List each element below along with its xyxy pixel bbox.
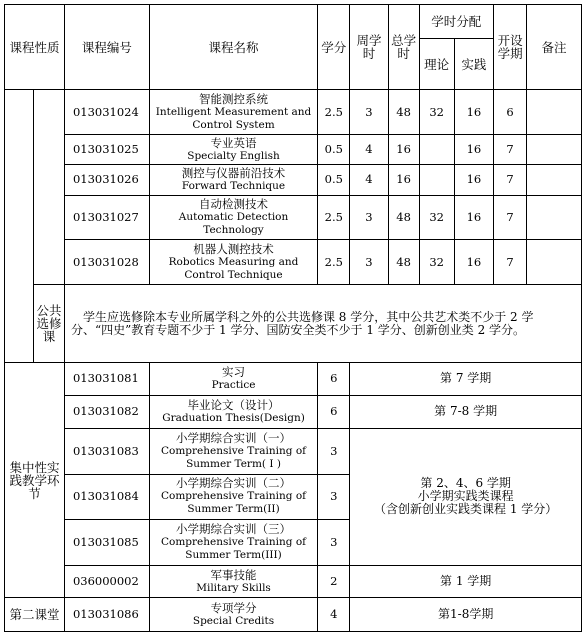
course-code: 013031085 <box>64 520 149 566</box>
curriculum-table <box>4 4 582 632</box>
course-name <box>149 429 318 475</box>
course-credit: 2.5 <box>318 240 350 285</box>
header-theory: 理论 <box>419 39 454 90</box>
course-code: 036000002 <box>64 565 149 597</box>
header-name: 课程名称 <box>149 5 318 90</box>
header-remarks: 备注 <box>527 5 582 90</box>
course-theory: 32 <box>419 195 454 240</box>
course-code: 013031082 <box>64 395 149 428</box>
course-name-zh: 实习 <box>222 364 246 379</box>
header-total-hours: 总学时 <box>388 5 419 90</box>
course-weekly: 3 <box>350 195 388 240</box>
course-name-zh: 机器人测控技术 <box>193 241 274 256</box>
course-code: 013031026 <box>64 165 149 195</box>
course-credit: 3 <box>318 474 350 520</box>
course-remarks <box>527 134 582 164</box>
table-row <box>5 565 582 597</box>
course-total: 16 <box>388 165 419 195</box>
course-credit: 4 <box>318 598 350 632</box>
table-row <box>5 395 582 428</box>
header-row <box>5 5 582 39</box>
course-code: 013031084 <box>64 474 149 520</box>
header-practice: 实践 <box>454 39 493 90</box>
course-theory: 32 <box>419 90 454 135</box>
course-name-en: Specialty English <box>187 149 280 162</box>
course-credit: 2.5 <box>318 90 350 135</box>
course-name-en: Comprehensive Training of Summer Term(III) <box>161 536 307 562</box>
course-credit: 6 <box>318 395 350 428</box>
course-name <box>149 565 318 597</box>
course-theory <box>419 165 454 195</box>
course-name-zh: 自动检测技术 <box>199 197 269 211</box>
course-name-en: Forward Technique <box>181 179 286 192</box>
course-credit: 6 <box>318 363 350 395</box>
course-name <box>149 395 318 428</box>
course-weekly: 4 <box>350 165 388 195</box>
course-name <box>149 598 318 632</box>
header-semester: 开设学期 <box>494 5 527 90</box>
course-name-en: Automatic Detection Technology <box>178 211 289 236</box>
course-name <box>149 90 318 135</box>
summer-period-line: 小学期实践类课程 <box>417 489 514 504</box>
course-weekly: 3 <box>350 90 388 135</box>
course-name <box>149 134 318 164</box>
period-cell: 第 7 学期 <box>350 363 582 395</box>
course-semester: 6 <box>494 90 527 135</box>
course-practice: 16 <box>454 90 493 135</box>
course-name <box>149 195 318 240</box>
course-name-en: Practice <box>211 378 256 391</box>
course-name-en: Comprehensive Training of Summer Term( I ) <box>161 444 307 470</box>
table-row <box>5 363 582 395</box>
course-weekly: 4 <box>350 134 388 164</box>
course-remarks <box>527 195 582 240</box>
header-weekly-hours: 周学时 <box>350 5 388 90</box>
course-remarks <box>527 165 582 195</box>
table-row <box>5 240 582 285</box>
course-theory: 32 <box>419 240 454 285</box>
course-code: 013031081 <box>64 363 149 395</box>
course-total: 48 <box>388 195 419 240</box>
course-name-zh: 测控与仪器前沿技术 <box>181 165 286 180</box>
course-remarks <box>527 240 582 285</box>
table-row <box>5 598 582 632</box>
period-cell: 第 1 学期 <box>350 565 582 597</box>
table-row <box>5 90 582 135</box>
course-name-en: Military Skills <box>196 581 271 594</box>
period-cell: 第1-8学期 <box>350 598 582 632</box>
course-theory <box>419 134 454 164</box>
course-credit: 0.5 <box>318 165 350 195</box>
course-code: 013031024 <box>64 90 149 135</box>
course-total: 48 <box>388 90 419 135</box>
course-code: 013031025 <box>64 134 149 164</box>
course-name <box>149 520 318 566</box>
course-weekly: 3 <box>350 240 388 285</box>
course-code: 013031027 <box>64 195 149 240</box>
course-practice: 16 <box>454 240 493 285</box>
practice-section-label: 集中性实践教学环节 <box>5 363 65 598</box>
course-name-zh: 军事技能 <box>210 567 257 582</box>
course-credit: 3 <box>318 520 350 566</box>
public-elective-row <box>5 284 582 362</box>
table-row <box>5 195 582 240</box>
course-total: 48 <box>388 240 419 285</box>
course-name-zh: 小学期综合实训（二） <box>176 476 292 491</box>
summer-period-cell <box>350 429 582 566</box>
course-total: 16 <box>388 134 419 164</box>
course-practice: 16 <box>454 165 493 195</box>
course-credit: 2.5 <box>318 195 350 240</box>
course-semester: 7 <box>494 165 527 195</box>
public-elective-label: 公共选修课 <box>33 284 64 362</box>
course-name-zh: 小学期综合实训（一） <box>176 430 292 445</box>
course-remarks <box>527 90 582 135</box>
summer-period-line: 第 2、4、6 学期 <box>420 476 511 491</box>
course-credit: 0.5 <box>318 134 350 164</box>
course-code: 013031083 <box>64 429 149 475</box>
course-name-zh: 专业英语 <box>210 135 257 150</box>
blank-nature-cell <box>5 90 34 363</box>
course-code: 013031086 <box>64 598 149 632</box>
table-row <box>5 429 582 475</box>
header-nature: 课程性质 <box>5 5 65 90</box>
table-row <box>5 165 582 195</box>
summer-period-line: （含创新创业实践类课程 1 学分） <box>374 502 558 517</box>
period-cell: 第 7-8 学期 <box>350 395 582 428</box>
course-name-en: Robotics Measuring and Control Technique <box>168 255 299 281</box>
course-name <box>149 240 318 285</box>
course-credit: 3 <box>318 429 350 475</box>
course-name-zh: 智能测控系统 <box>199 91 269 106</box>
blank-category-cell <box>33 90 64 285</box>
course-semester: 7 <box>494 195 527 240</box>
table-row <box>5 134 582 164</box>
header-hours-distribution: 学时分配 <box>419 5 493 39</box>
course-name <box>149 363 318 395</box>
header-credit: 学分 <box>318 5 350 90</box>
course-semester: 7 <box>494 134 527 164</box>
course-name-en: Graduation Thesis(Design) <box>162 411 305 424</box>
course-name-en: Special Credits <box>192 614 275 627</box>
course-name-en: Comprehensive Training of Summer Term(II) <box>161 490 307 516</box>
header-code: 课程编号 <box>64 5 149 90</box>
course-practice: 16 <box>454 134 493 164</box>
course-name-en: Intelligent Measurement and Control System <box>155 105 312 131</box>
course-name <box>149 165 318 195</box>
course-name-zh: 毕业论文（设计） <box>187 397 280 412</box>
course-credit: 2 <box>318 565 350 597</box>
course-code: 013031028 <box>64 240 149 285</box>
course-name-zh: 专项学分 <box>210 600 257 615</box>
course-name-zh: 小学期综合实训（三） <box>176 522 292 537</box>
course-practice: 16 <box>454 195 493 240</box>
second-classroom-label: 第二课堂 <box>5 598 65 632</box>
course-semester: 7 <box>494 240 527 285</box>
public-elective-note: 学生应选修除本专业所属学科之外的公共选修课 8 学分，其中公共艺术类不少于 2 学分、“四史”教育专题不少于 1 学分、国防安全类不少于 1 学分、创新创业类 2 学分。 <box>64 284 581 362</box>
course-name <box>149 474 318 520</box>
